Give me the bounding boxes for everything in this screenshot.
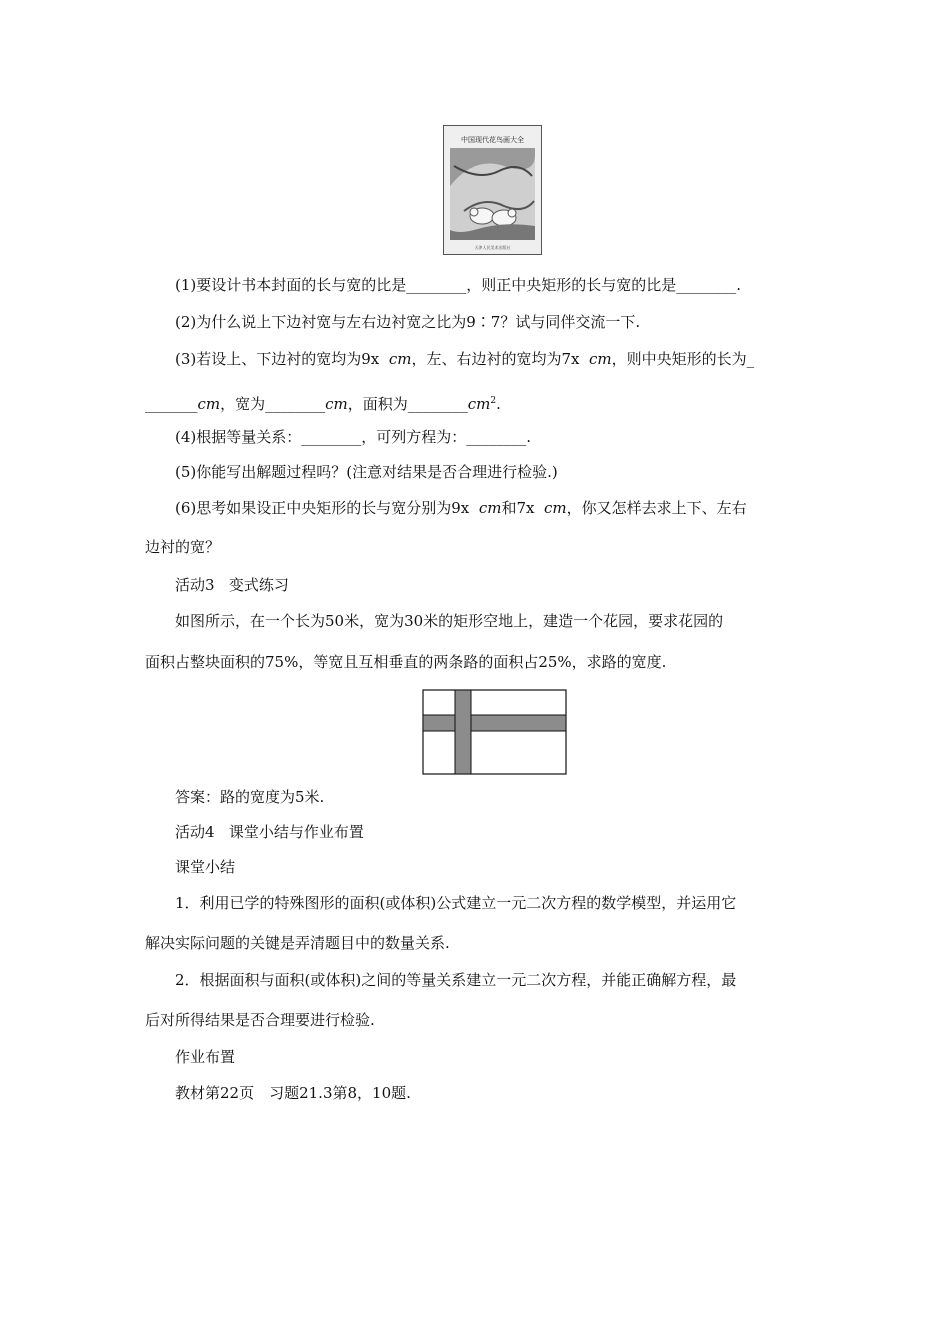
summary-point-2-line-1: 2．根据面积与面积(或体积)之间的等量关系建立一元二次方程，并能正确解方程，最 [175,971,737,989]
exercise-line-1: 如图所示，在一个长为50米，宽为30米的矩形空地上，建造一个花园，要求花园的 [175,612,724,630]
answer: 答案：路的宽度为5米. [175,788,325,806]
homework-text: 教材第22页 习题21.3第8，10题. [175,1084,411,1102]
answer-blank: ________ [676,276,737,294]
question-1: (1)要设计书本封面的长与宽的比是________，则正中央矩形的长与宽的比是________. [175,276,742,294]
horizontal-road [423,715,566,731]
summary-point-1-line-2: 解决实际问题的关键是弄清题目中的数量关系. [145,934,450,952]
question-4: (4)根据等量关系：________，可列方程为：________. [175,428,532,446]
summary-point-2-line-2: 后对所得结果是否合理要进行检验. [145,1011,375,1029]
summary-point-1-line-1: 1．利用已学的特殊图形的面积(或体积)公式建立一元二次方程的数学模型，并运用它 [175,894,737,912]
activity-4-heading: 活动4 课堂小结与作业布置 [175,823,364,841]
question-3-line-1: (3)若设上、下边衬的宽均为9x cm，左、右边衬的宽均为7x cm，则中央矩形的长为_ [175,350,755,368]
question-6-line-2: 边衬的宽？ [145,538,221,556]
question-2: (2)为什么说上下边衬宽与左右边衬宽之比为9∶7？试与同伴交流一下. [175,313,641,331]
answer-blank: ________ [406,276,467,294]
vertical-road [455,690,471,774]
book-cover-drawing [444,126,541,254]
question-6-line-1: (6)思考如果设正中央矩形的长与宽分别为9x cm和7x cm，你又怎样去求上下、左右 [175,499,747,517]
garden-diagram [422,689,567,775]
activity-3-heading: 活动3 变式练习 [175,576,289,594]
cover-publisher: 天津人民美术出版社 [474,245,511,250]
homework-heading: 作业布置 [175,1048,236,1066]
garden-outline [423,690,566,774]
question-3-line-2: _______cm，宽为________cm，面积为$\_\_\_\_\_\_\_\_cm^2$. [145,395,501,413]
question-5: (5)你能写出解题过程吗？(注意对结果是否合理进行检验.) [175,463,558,481]
cover-title: 中国现代花鸟画大全 [461,136,524,144]
exercise-line-2: 面积占整块面积的75%，等宽且互相垂直的两条路的面积占25%，求路的宽度. [145,653,667,671]
summary-heading: 课堂小结 [175,858,236,876]
book-cover-image [443,125,542,255]
